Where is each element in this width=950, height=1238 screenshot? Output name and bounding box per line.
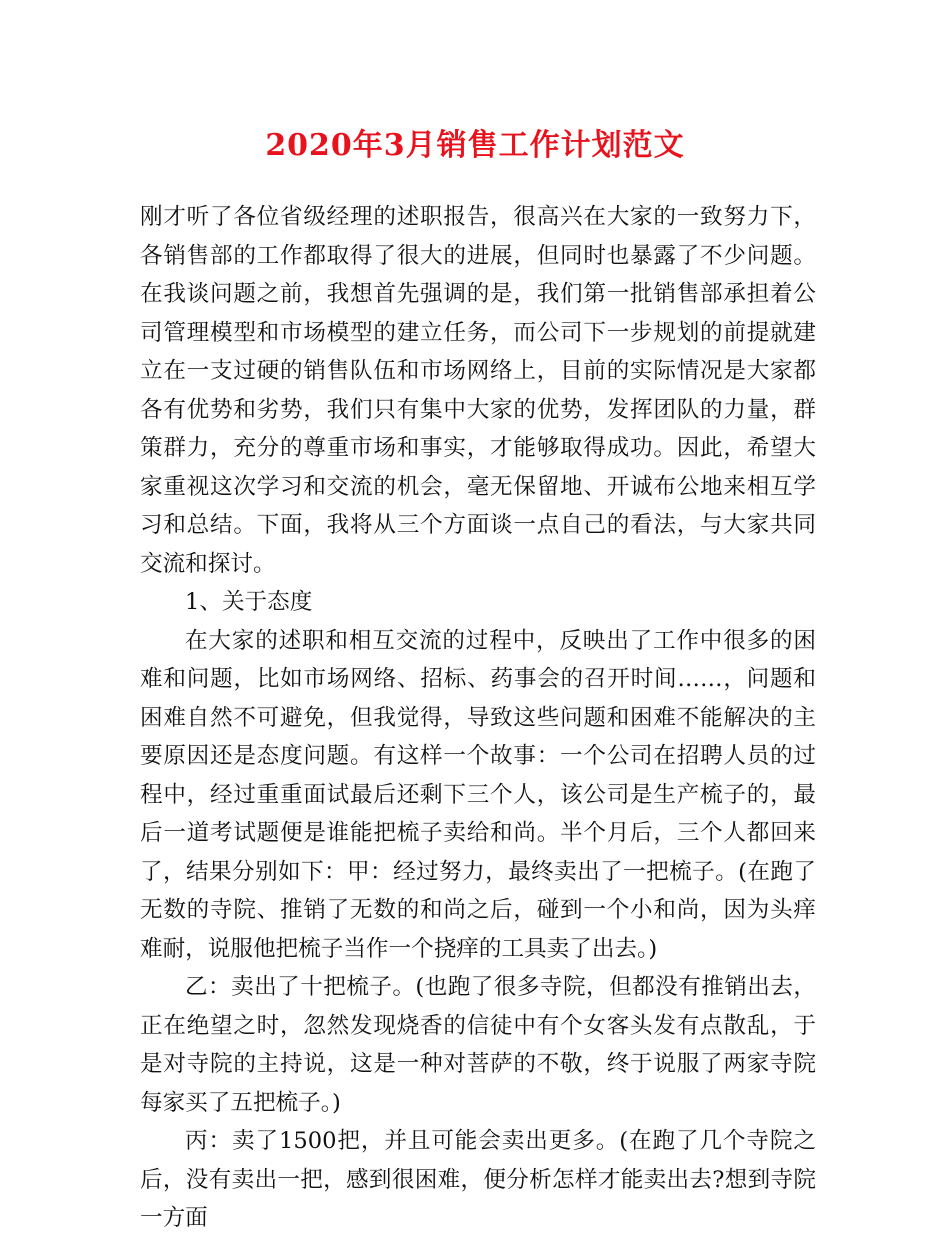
document-body [140, 198, 816, 1238]
section-heading-attitude: 1、关于态度 [185, 589, 313, 615]
paragraph-attitude-story: 在大家的述职和相互交流的过程中，反映出了工作中很多的困难和问题，比如市场网络、招标、药事会的召开时间……，问题和困难自然不可避免，但我觉得，导致这些问题和困难不能解决的主要原因还是态度问题。有这样一个故事：一个公司在招聘人员的过程中，经过重重面试最后还剩下三个人，该公司是生产梳子的，最后一道考试题便是谁能把梳子卖给和尚。半个月后，三个人都回来了，结果分别如下：甲：经过努力，最终卖出了一把梳子。(在跑了无数的寺院、推销了无数的和尚之后，碰到一个小和尚，因为头痒难耐，说服他把梳子当作一个挠痒的工具卖了出去。) [140, 627, 816, 962]
paragraph-candidate-yi: 乙：卖出了十把梳子。(也跑了很多寺院，但都没有推销出去，正在绝望之时，忽然发现烧香的信徒中有个女客头发有点散乱，于是对寺院的主持说，这是一种对菩萨的不敬，终于说服了两家寺院每家买了五把梳子。) [140, 974, 816, 1116]
document-title: 2020年3月销售工作计划范文 [265, 128, 685, 163]
paragraph-candidate-bing: 丙：卖了1500把，并且可能会卖出更多。(在跑了几个寺院之后，没有卖出一把，感到很困难，便分析怎样才能卖出去?想到寺院一方面 [140, 1128, 816, 1231]
paragraph-intro: 刚才听了各位省级经理的述职报告，很高兴在大家的一致努力下，各销售部的工作都取得了很大的进展，但同时也暴露了不少问题。在我谈问题之前，我想首先强调的是，我们第一批销售部承担着公司管理模型和市场模型的建立任务，而公司下一步规划的前提就建立在一支过硬的销售队伍和市场网络上，目前的实际情况是大家都各有优势和劣势，我们只有集中大家的优势，发挥团队的力量，群策群力，充分的尊重市场和事实，才能够取得成功。因此，希望大家重视这次学习和交流的机会，毫无保留地、开诚布公地来相互学习和总结。下面，我将从三个方面谈一点自己的看法，与大家共同交流和探讨。 [140, 204, 816, 577]
